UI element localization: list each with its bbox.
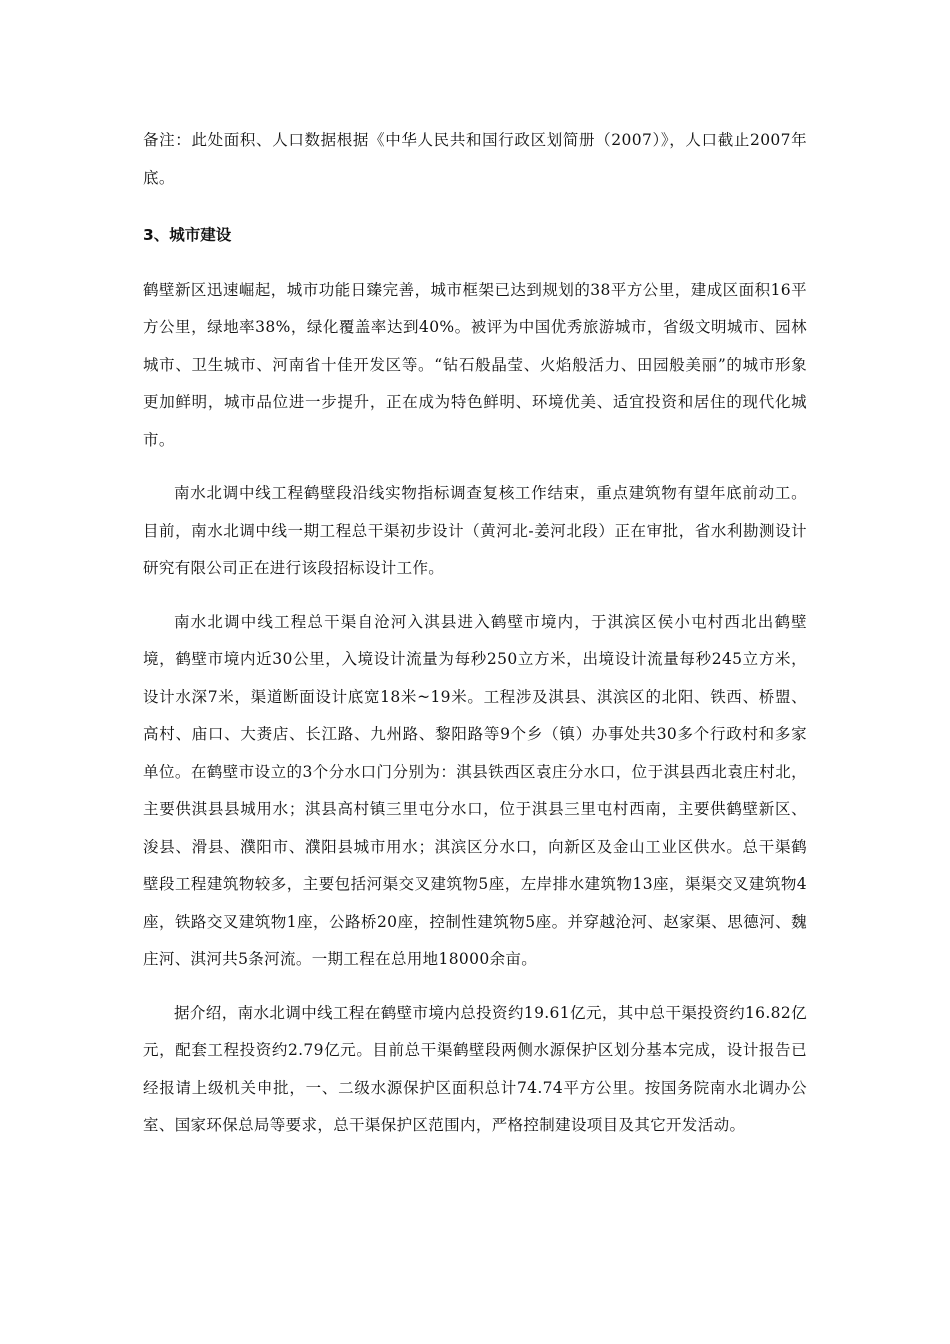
city-construction-paragraph: 鹤壁新区迅速崛起，城市功能日臻完善，城市框架已达到规划的38平方公里，建成区面积16平方公里，绿地率38%，绿化覆盖率达到40%。被评为中国优秀旅游城市，省级文明城市、园林城市、卫生城市、河南省十佳开发区等。“钻石般晶莹、火焰般活力、田园般美丽”的城市形象更加鲜明，城市品位进一步提升，正在成为特色鲜明、环境优美、适宜投资和居住的现代化城市。	[143, 280, 807, 449]
survey-paragraph: 南水北调中线工程鹤壁段沿线实物指标调查复核工作结束，重点建筑物有望年底前动工。目前，南水北调中线一期工程总干渠初步设计（黄河北-姜河北段）正在审批，省水利勘测设计研究有限公司正在进行该段招标设计工作。	[143, 484, 807, 577]
section-heading: 3、城市建设	[143, 226, 232, 244]
note-paragraph: 备注：此处面积、人口数据根据《中华人民共和国行政区划简册（2007）》，人口截止2007年底。	[143, 131, 807, 187]
canal-route-paragraph: 南水北调中线工程总干渠自沧河入淇县进入鹤壁市境内，于淇滨区侯小屯村西北出鹤壁境，鹤壁市境内近30公里，入境设计流量为每秒250立方米，出境设计流量每秒245立方米，设计水深7米，渠道断面设计底宽18米~19米。工程涉及淇县、淇滨区的北阳、铁西、桥盟、高村、庙口、大赉店、长江路、九州路、黎阳路等9个乡（镇）办事处共30多个行政村和多家单位。在鹤壁市设立的3个分水口门分别为：淇县铁西区袁庄分水口，位于淇县西北袁庄村北，主要供淇县县城用水；淇县高村镇三里屯分水口，位于淇县三里屯村西南，主要供鹤壁新区、浚县、滑县、濮阳市、濮阳县城市用水；淇滨区分水口，向新区及金山工业区供水。总干渠鹤壁段工程建筑物较多，主要包括河渠交叉建筑物5座，左岸排水建筑物13座，渠渠交叉建筑物4座，铁路交叉建筑物1座，公路桥20座，控制性建筑物5座。并穿越沧河、赵家渠、思德河、魏庄河、淇河共5条河流。一期工程在总用地18000余亩。	[143, 612, 807, 968]
document-body	[143, 122, 807, 1145]
investment-paragraph: 据介绍，南水北调中线工程在鹤壁市境内总投资约19.61亿元，其中总干渠投资约16.82亿元，配套工程投资约2.79亿元。目前总干渠鹤壁段两侧水源保护区划分基本完成，设计报告已经报请上级机关申批，一、二级水源保护区面积总计74.74平方公里。按国务院南水北调办公室、国家环保总局等要求，总干渠保护区范围内，严格控制建设项目及其它开发活动。	[143, 1003, 807, 1134]
